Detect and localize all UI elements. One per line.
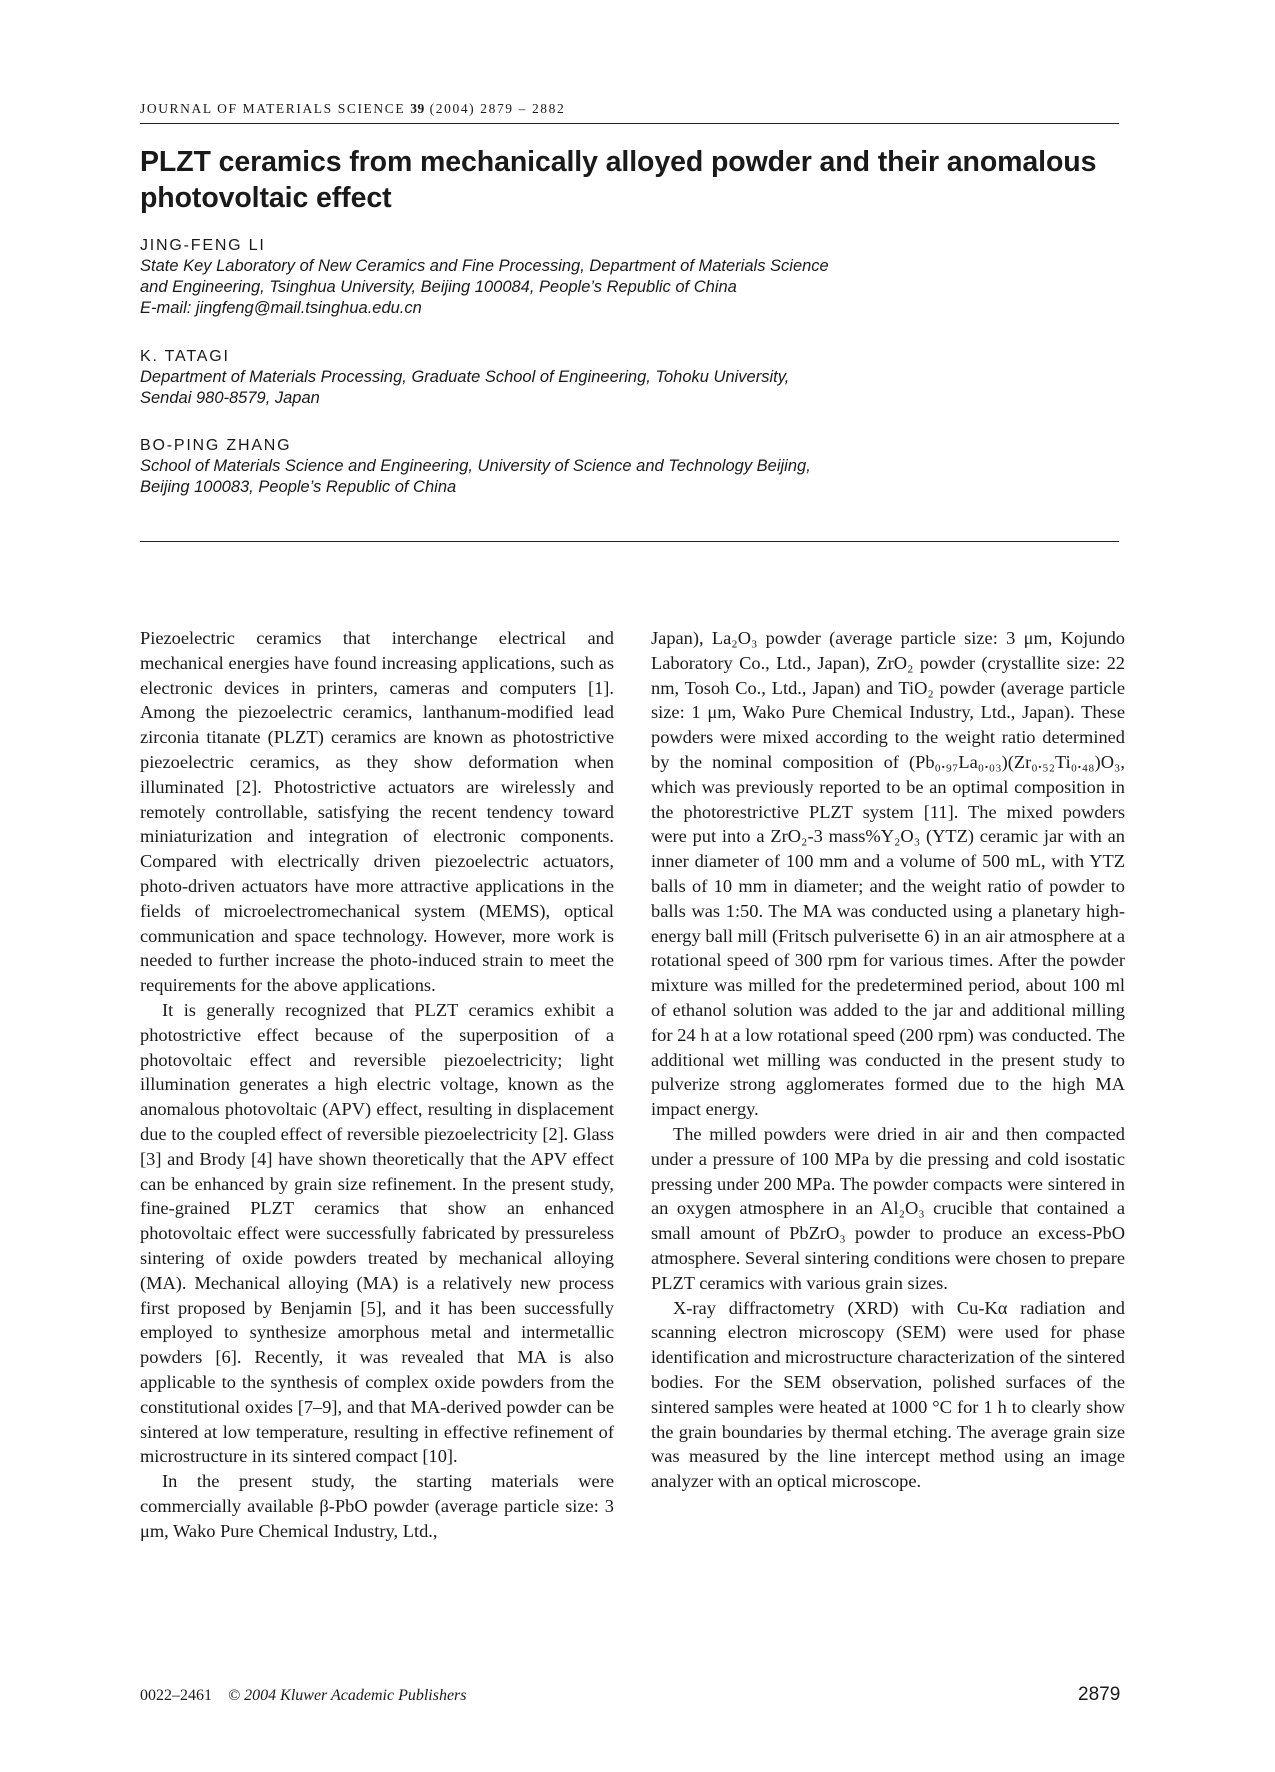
author-affiliation [140,456,1120,498]
body-paragraph: The milled powders were dried in air and then compacted under a pressure of 100 MPa by die pressing and cold isostatic pressing under 200 MPa. The powder compacts were sintered in an oxygen atmosphere in an Al₂O₃ crucible that contained a small amount of PbZrO₃ powder to produce an excess-PbO atmosphere. Several sintering conditions were chosen to prepare PLZT ceramics with various grain sizes. [651,1123,1125,1293]
body-paragraph: Japan), La₂O₃ powder (average particle size: 3 μm, Kojundo Laboratory Co., Ltd., Japan), ZrO₂ powder (crystallite size: 22 nm, Tosoh Co., Ltd., Japan) and TiO₂ powder (average particle size: 1 μm, Wako Pure Chemical Industry, Ltd., Japan). These powders were mixed according to the weight ratio determined by the nominal composition of (Pb₀.₉₇La₀.₀₃)(Zr₀.₅₂Ti₀.₄₈)O₃, which was previously reported to be an optimal composition in the photorestrictive PLZT system [11]. The mixed powders were put into a ZrO₂-3 mass%Y₂O₃ (YTZ) ceramic jar with an inner diameter of 100 mm and a volume of 500 mL, with YTZ balls of 10 mm in diameter; and the weight ratio of powder to balls was 1:50. The MA was conducted using a planetary high-energy ball mill (Fritsch pulverisette 6) in an air atmosphere at a rotational speed of 300 rpm for various times. After the powder mixture was milled for the predetermined period, about 100 ml of ethanol solution was added to the jar and additional milling for 24 h at a low rotational speed (200 rpm) was conducted. The additional wet milling was conducted in the present study to pulverize strong agglomerates formed due to the high MA impact energy. [651,628,1125,1120]
body-paragraph: Piezoelectric ceramics that interchange electrical and mechanical energies have found increasing applications, such as electronic devices in printers, cameras and computers [1]. Among the piezoelectric ceramics, lanthanum-modified lead zirconia titanate (PLZT) ceramics are known as photostrictive piezoelectric ceramics, as they show deformation when illuminated [2]. Photostrictive actuators are wirelessly and remotely controllable, satisfying the recent tendency toward miniaturization and integration of electronic components. Compared with electrically driven piezoelectric actuators, photo-driven actuators have more attractive applications in the fields of microelectromechanical system (MEMS), optical communication and space technology. However, more work is needed to further increase the photo-induced strain to meet the requirements for the above applications. [140,628,614,996]
author-name: JING-FENG LI [140,237,266,254]
body-paragraph: It is generally recognized that PLZT ceramics exhibit a photostrictive effect because of the superposition of a photovoltaic effect and reversible piezoelectricity; light illumination generates a high electric voltage, known as the anomalous photovoltaic (APV) effect, resulting in displacement due to the coupled effect of reversible piezoelectricity [2]. Glass [3] and Brody [4] have shown theoretically that the APV effect can be enhanced by grain size refinement. In the present study, fine-grained PLZT ceramics that show an enhanced photovoltaic effect were successfully fabricated by pressureless sintering of oxide powders treated by mechanical alloying (MA). Mechanical alloying (MA) is a relatively new process first proposed by Benjamin [5], and it has been successfully employed to synthesize amorphous metal and intermetallic powders [6]. Recently, it was revealed that MA is also applicable to the synthesis of complex oxide powders from the constitutional oxides [7–9], and that MA-derived powder can be sintered at low temperature, resulting in effective refinement of microstructure in its sintered compact [10]. [140,999,614,1467]
header-rule [140,123,1119,124]
affiliation-line: School of Materials Science and Engineering, University of Science and Technology Beijing, [140,457,811,475]
author-affiliation [140,256,1120,319]
author-name: BO-PING ZHANG [140,437,292,454]
journal-name: JOURNAL OF MATERIALS SCIENCE [140,101,406,116]
footer-issn: 0022–2461 [140,1687,212,1704]
body-column-left [140,626,614,1543]
footer-copyright: © 2004 Kluwer Academic Publishers [228,1687,467,1704]
body-paragraph: X-ray diffractometry (XRD) with Cu-Kα radiation and scanning electron microscopy (SEM) were used for phase identification and microstructure characterization of the sintered bodies. For the SEM observation, polished surfaces of the sintered samples were heated at 1000 °C for 1 h to clearly show the grain boundaries by thermal etching. The average grain size was measured by the line intercept method using an image analyzer with an optical microscope. [651,1297,1125,1492]
body-paragraph: In the present study, the starting materials were commercially available β-PbO powder (average particle size: 3 μm, Wako Pure Chemical Industry, Ltd., [140,1471,614,1541]
affiliation-line: Department of Materials Processing, Graduate School of Engineering, Tohoku University, [140,368,790,386]
affiliation-line: Beijing 100083, People’s Republic of China [140,478,457,496]
affiliation-line: Sendai 980-8579, Japan [140,389,320,407]
paper-title: PLZT ceramics from mechanically alloyed powder and their anomalous photovoltaic effect [140,146,1097,214]
affiliation-line: and Engineering, Tsinghua University, Beijing 100084, People’s Republic of China [140,278,737,296]
abstract-rule [140,541,1119,542]
footer-publisher [140,1687,467,1705]
author-name: K. TATAGI [140,348,230,365]
author-affiliation [140,367,1120,409]
journal-volume: 39 [410,101,425,116]
running-header [140,101,565,117]
author-email: E-mail: jingfeng@mail.tsinghua.edu.cn [140,299,422,317]
body-column-right [651,626,1125,1494]
journal-year-pages: (2004) 2879 – 2882 [429,101,566,116]
page-number: 2879 [1078,1684,1121,1705]
affiliation-line: State Key Laboratory of New Ceramics and Fine Processing, Department of Materials Science [140,257,829,275]
